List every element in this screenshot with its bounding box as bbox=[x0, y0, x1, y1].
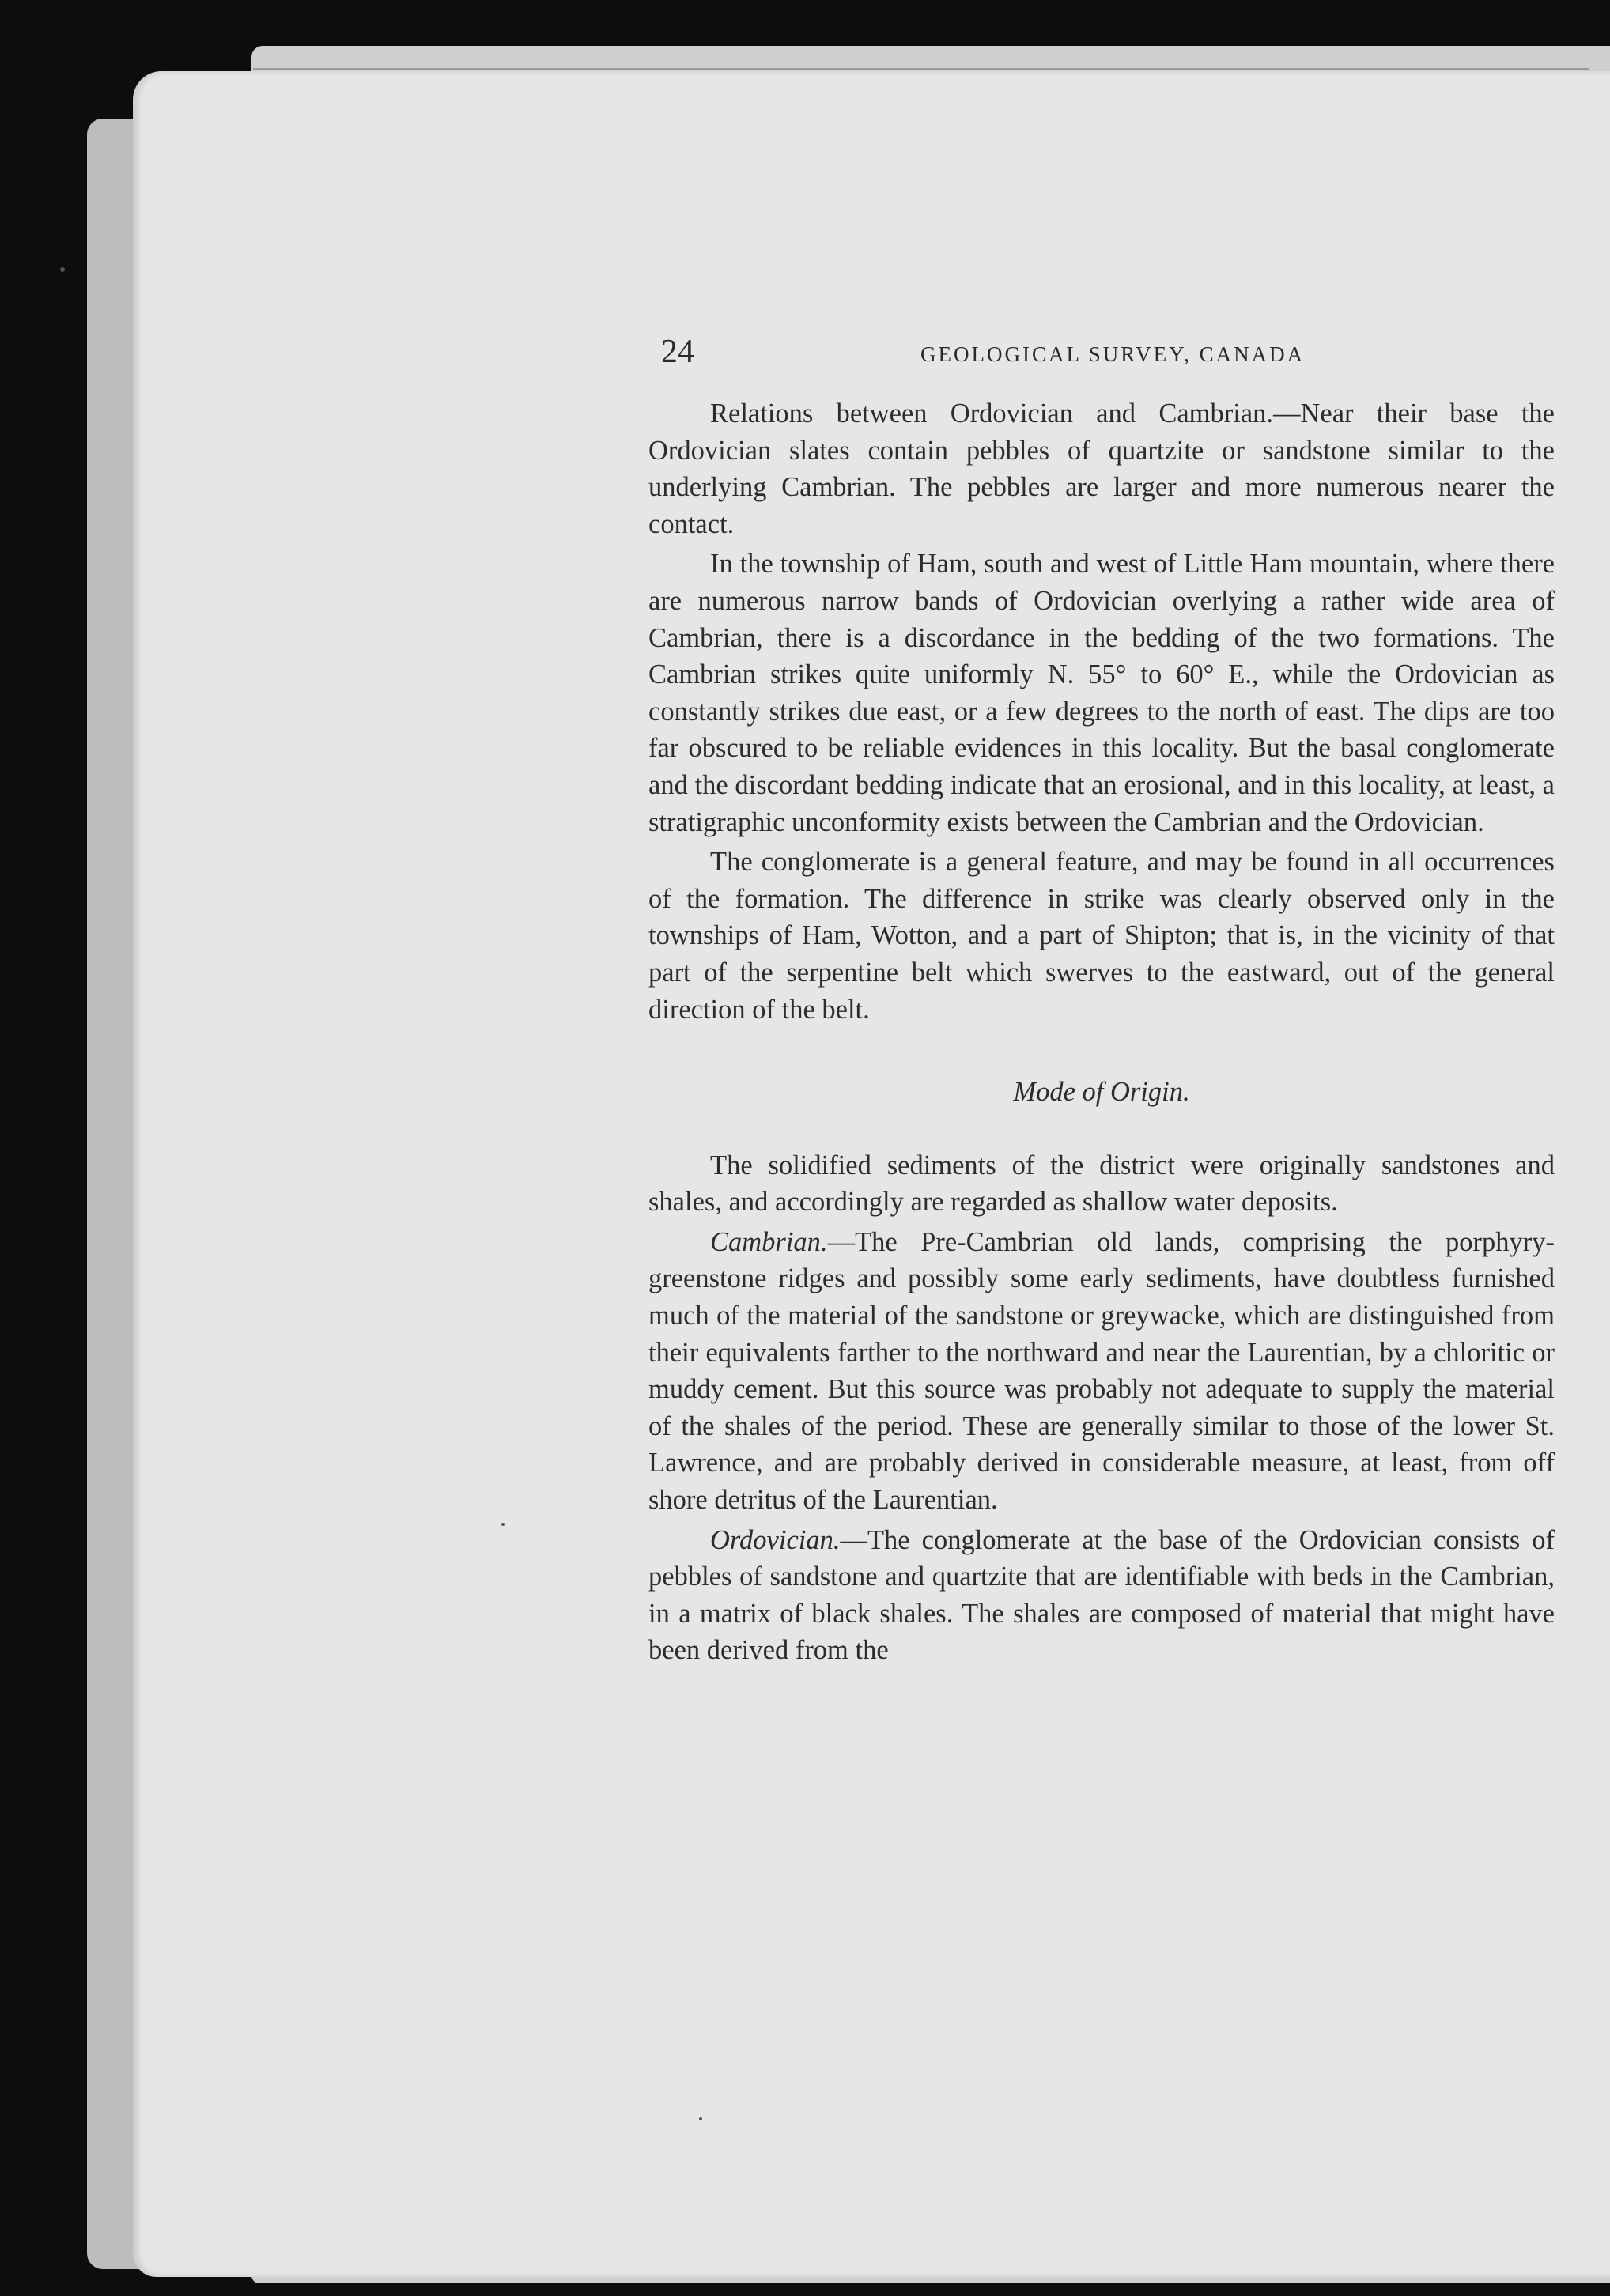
paragraph-text: The conglomerate is a general feature, and may be found in all occurrences of the formation. The difference in strike was clearly observed only in the townships of Ham, Wotton, and a part of Shipton; that is, in the vicinity of that part of the serpentine belt which swerves to the eastward, out of the general direction of the belt. bbox=[648, 847, 1555, 1025]
page-header bbox=[661, 332, 1555, 372]
running-head: GEOLOGICAL SURVEY, CANADA bbox=[920, 342, 1306, 366]
paragraph-text: The solidified sediments of the district were originally sandstones and shales, and accordingly are regarded as shallow water deposits. bbox=[648, 1150, 1555, 1218]
paragraph-text: —Near their base the Ordovician slates contain pebbles of quartzite or sandstone similar to the underlying Cambrian. The pebbles are larger and more numerous nearer the contact. bbox=[648, 398, 1555, 539]
body-text bbox=[648, 395, 1555, 1672]
scan-speck bbox=[699, 2117, 702, 2120]
paragraph-lead: Cambrian. bbox=[710, 1226, 828, 1257]
paragraph-ham-township bbox=[648, 546, 1555, 840]
paragraph-lead: Relations between Ordovician and Cambrian. bbox=[710, 398, 1273, 429]
paragraph-text: —The Pre-Cambrian old lands, comprising the porphyry-greenstone ridges and possibly some early sediments, have doubtless furnished much of the material of the sandstone or greywacke, which are distinguished from their equivalents farther to the northward and near the Laurentian, by a chloritic or muddy cement. But this source was probably not adequate to supply the material of the shales of the period. These are generally similar to those of the lower St. Lawrence, and are probably derived in considerable measure, at least, from off shore detritus of the Laurentian. bbox=[648, 1226, 1555, 1516]
paragraph-relations bbox=[648, 395, 1555, 542]
section-heading: Mode of Origin. bbox=[1013, 1077, 1190, 1108]
scan-speck bbox=[60, 267, 65, 272]
page-number: 24 bbox=[661, 334, 694, 370]
paragraph-lead: Ordovician. bbox=[710, 1524, 841, 1555]
paragraph-conglomerate bbox=[648, 844, 1555, 1028]
paragraph-solidified-sediments bbox=[648, 1147, 1555, 1221]
paragraph-text: —The conglomerate at the base of the Ordovician consists of pebbles of sandstone and quartzite that are identifiable with beds in the Cambrian, in a matrix of black shales. The shales are composed of material that might have been derived from the bbox=[648, 1524, 1555, 1666]
paragraph-ordovician bbox=[648, 1522, 1555, 1669]
paragraph-cambrian bbox=[648, 1224, 1555, 1519]
page-edge-line-top bbox=[253, 68, 1589, 70]
paragraph-text: In the township of Ham, south and west of Little Ham mountain, where there are numerous narrow bands of Ordovician overlying a rather wide area of Cambrian, there is a discordance in the bedding of the two formations. The Cambrian strikes quite uniformly N. 55° to 60° E., while the Ordovician as constantly strikes due east, or a few degrees to the north of east. The dips are too far obscured to be reliable evidences in this locality. But the basal conglomerate and the discordant bedding indicate that an erosional, and in this locality, at least, a stratigraphic unconformity exists between the Cambrian and the Ordovician. bbox=[648, 549, 1555, 837]
scan-speck bbox=[501, 1523, 505, 1526]
